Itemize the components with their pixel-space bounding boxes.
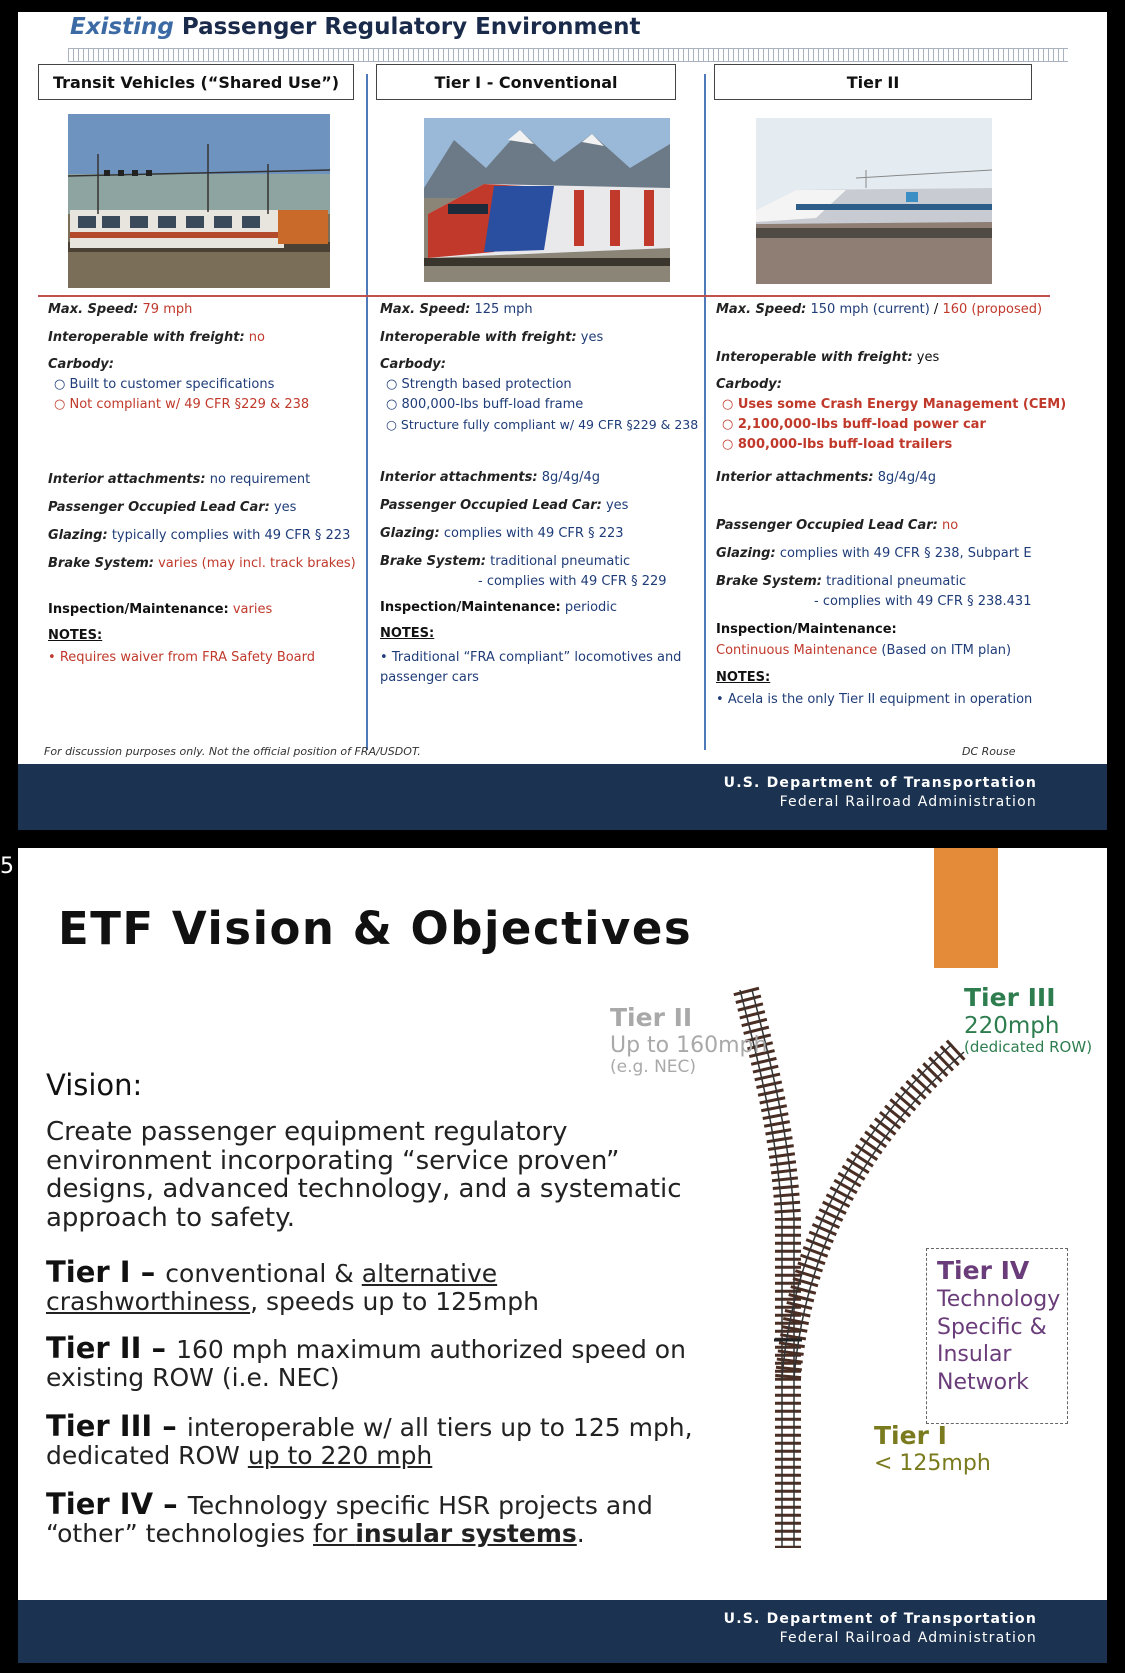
tier1-description: Tier I – conventional & alternative crashworthiness, speeds up to 125mph bbox=[46, 1255, 539, 1317]
carbody-label: Carbody: bbox=[380, 357, 446, 372]
carbody-item: ○ Uses some Crash Energy Management (CEM) bbox=[722, 397, 1067, 412]
carbody-item: ○ Built to customer specifications bbox=[54, 377, 275, 392]
brake-row: Brake System: traditional pneumatic bbox=[380, 554, 631, 569]
carbody-item: ○ 800,000-lbs buff-load trailers bbox=[722, 437, 953, 452]
carbody-item: ○ 2,100,000-lbs buff-load power car bbox=[722, 417, 986, 432]
title-italic: Existing bbox=[70, 14, 174, 40]
notes-label: NOTES: bbox=[716, 670, 771, 685]
lead-car-row: Passenger Occupied Lead Car: yes bbox=[380, 498, 629, 513]
dot-agency-name bbox=[724, 1610, 1037, 1648]
carbody-label: Carbody: bbox=[48, 357, 114, 372]
notes-label: NOTES: bbox=[380, 626, 435, 641]
glazing-row: Glazing: complies with 49 CFR § 223 bbox=[380, 526, 624, 541]
dot-line2: Federal Railroad Administration bbox=[779, 1629, 1037, 1646]
title-underline-hatch bbox=[68, 48, 1068, 62]
freight-row: Interoperable with freight: yes bbox=[380, 330, 604, 345]
inspection-value: Continuous Maintenance (Based on ITM plan) bbox=[716, 643, 1012, 658]
column-divider bbox=[366, 74, 368, 750]
glazing-row: Glazing: complies with 49 CFR § 238, Subpart E bbox=[716, 546, 1032, 561]
dot-line1: U.S. Department of Transportation bbox=[723, 775, 1037, 791]
tier3-diagram-label: Tier III 220mph (dedicated ROW) bbox=[964, 983, 1093, 1057]
dot-footer-bar bbox=[18, 764, 1107, 830]
brake-row: Brake System: traditional pneumatic bbox=[716, 574, 967, 589]
carbody-item: ○ Strength based protection bbox=[386, 377, 572, 392]
max-speed-row: Max. Speed: 125 mph bbox=[380, 302, 533, 317]
slide-passenger-regulatory-environment bbox=[18, 12, 1107, 830]
transit-train-photo bbox=[68, 114, 330, 288]
glazing-row: Glazing: typically complies with 49 CFR § 223 bbox=[48, 528, 351, 543]
dot-line1: U.S. Department of Transportation bbox=[723, 1611, 1037, 1627]
header-tier1: Tier I - Conventional bbox=[376, 64, 676, 100]
slide-number: 5 bbox=[0, 854, 14, 879]
orange-accent-block bbox=[934, 848, 998, 968]
carbody-item: ○ Structure fully compliant w/ 49 CFR §229 & 238 bbox=[386, 417, 699, 432]
carbody-item: ○ 800,000-lbs buff-load frame bbox=[386, 397, 584, 412]
brake-compliance: - complies with 49 CFR § 238.431 bbox=[814, 594, 1032, 609]
inspection-label: Inspection/Maintenance: bbox=[716, 622, 897, 637]
header-transit: Transit Vehicles (“Shared Use”) bbox=[38, 64, 354, 100]
author-footer: DC Rouse bbox=[962, 745, 1016, 758]
inspection-row: Inspection/Maintenance: varies bbox=[48, 602, 273, 617]
dot-agency-name bbox=[724, 774, 1037, 812]
interior-row: Interior attachments: no requirement bbox=[48, 472, 311, 487]
slide2-title: ETF Vision & Objectives bbox=[58, 902, 693, 955]
brake-row: Brake System: varies (may incl. track brakes) bbox=[48, 556, 356, 571]
tier3-description: Tier III – interoperable w/ all tiers up to 125 mph, dedicated ROW up to 220 mph bbox=[46, 1409, 693, 1471]
slide1-title bbox=[70, 14, 640, 40]
lead-car-row: Passenger Occupied Lead Car: no bbox=[716, 518, 959, 533]
vision-text: Create passenger equipment regulatory environment incorporating “service proven” designs, advanced technology, and a systematic approach to safety. bbox=[46, 1117, 682, 1233]
title-rest: Passenger Regulatory Environment bbox=[173, 14, 641, 40]
interior-row: Interior attachments: 8g/4g/4g bbox=[716, 470, 937, 485]
tier2-description: Tier II – 160 mph maximum authorized speed on existing ROW (i.e. NEC) bbox=[46, 1331, 686, 1393]
column-divider bbox=[704, 74, 706, 750]
note-item: • Requires waiver from FRA Safety Board bbox=[48, 650, 316, 665]
note-item: • Traditional “FRA compliant” locomotives and passenger cars bbox=[380, 650, 682, 685]
tier4-dashed-box bbox=[926, 1248, 1068, 1424]
max-speed-row: Max. Speed: 79 mph bbox=[48, 302, 193, 317]
tier4-diagram-label: Tier IV Technology Specific & Insular Network bbox=[937, 1256, 1061, 1395]
dot-footer-bar bbox=[18, 1600, 1107, 1663]
brake-compliance: - complies with 49 CFR § 229 bbox=[478, 574, 667, 589]
freight-row: Interoperable with freight: yes bbox=[716, 350, 940, 365]
freight-row: Interoperable with freight: no bbox=[48, 330, 265, 345]
interior-row: Interior attachments: 8g/4g/4g bbox=[380, 470, 601, 485]
tier2-diagram-label: Tier II Up to 160mph (e.g. NEC) bbox=[610, 1003, 768, 1078]
slide-etf-vision bbox=[18, 848, 1107, 1663]
tier4-description: Tier IV – Technology specific HSR projects and “other” technologies for insular systems. bbox=[46, 1487, 653, 1549]
disclaimer-footer: For discussion purposes only. Not the official position of FRA/USDOT. bbox=[44, 745, 421, 758]
dot-line2: Federal Railroad Administration bbox=[779, 793, 1037, 810]
max-speed-row: Max. Speed: 150 mph (current) / 160 (proposed) bbox=[716, 302, 1043, 317]
header-tier2: Tier II bbox=[714, 64, 1032, 100]
carbody-label: Carbody: bbox=[716, 377, 782, 392]
vision-heading: Vision: bbox=[46, 1068, 143, 1102]
inspection-row: Inspection/Maintenance: periodic bbox=[380, 600, 618, 615]
note-item: • Acela is the only Tier II equipment in operation bbox=[716, 692, 1033, 707]
tier1-train-photo bbox=[424, 118, 670, 282]
tier1-diagram-label: Tier I < 125mph bbox=[874, 1421, 991, 1476]
notes-label: NOTES: bbox=[48, 628, 103, 643]
photo-divider-line bbox=[38, 295, 1050, 297]
carbody-item: ○ Not compliant w/ 49 CFR §229 & 238 bbox=[54, 397, 310, 412]
tier2-acela-photo bbox=[756, 118, 992, 284]
lead-car-row: Passenger Occupied Lead Car: yes bbox=[48, 500, 297, 515]
